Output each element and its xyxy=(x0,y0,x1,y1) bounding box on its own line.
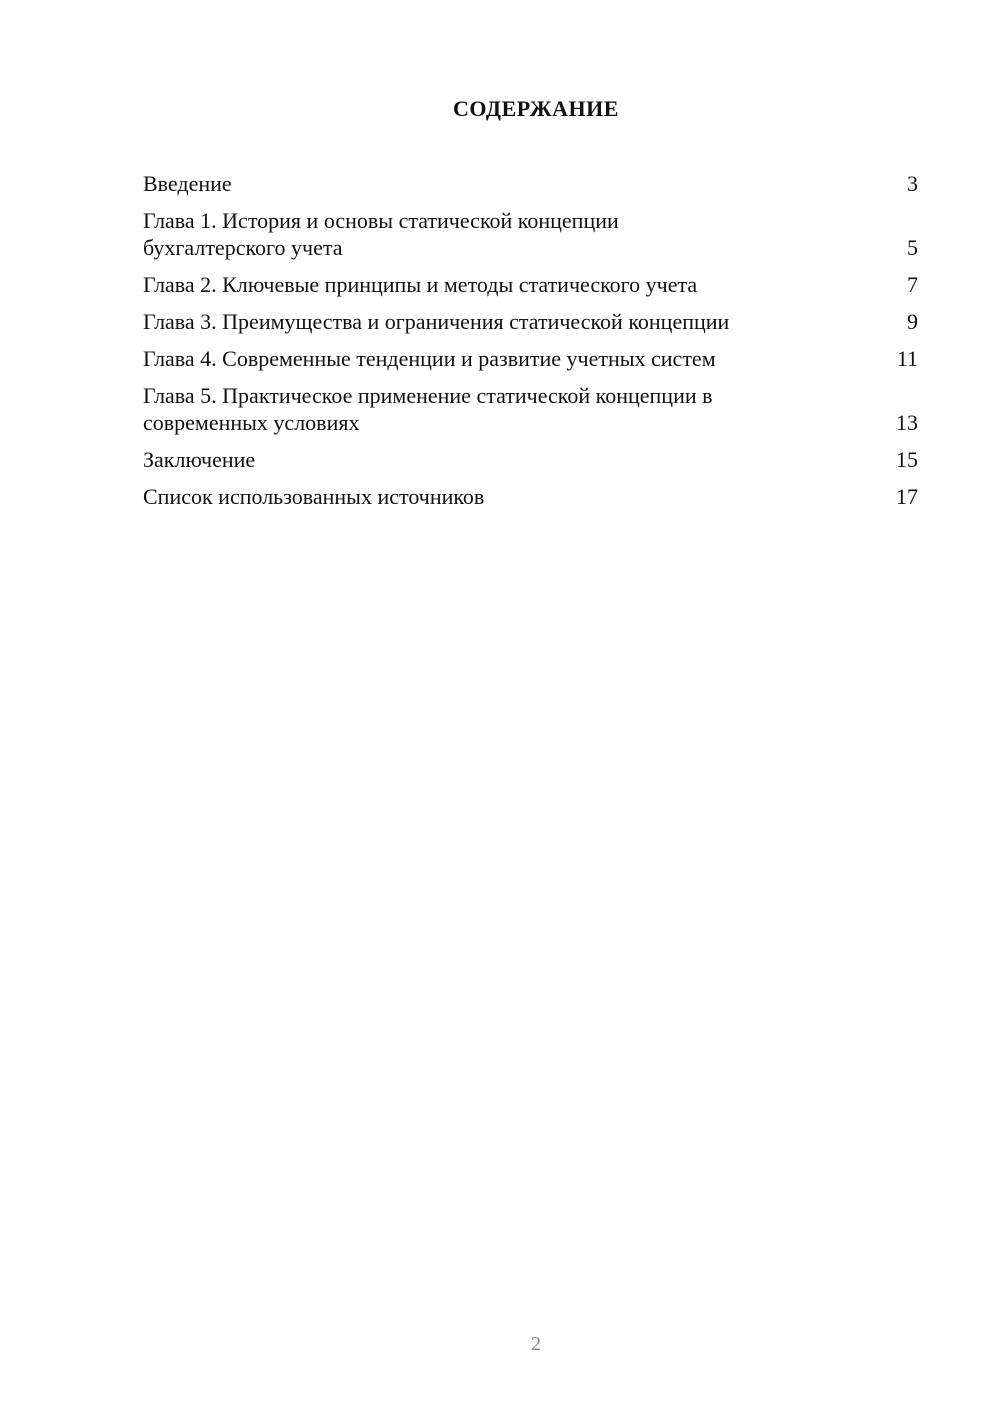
table-of-contents xyxy=(143,170,918,520)
toc-entry-text xyxy=(143,271,888,298)
toc-entry-chapter-2 xyxy=(143,271,918,298)
toc-entry-line: Заключение xyxy=(143,447,256,472)
toc-entry-line: Глава 4. Современные тенденции и развитие учетных систем xyxy=(143,346,716,371)
toc-entry-references xyxy=(143,483,918,510)
toc-entry-page: 7 xyxy=(907,272,918,297)
toc-entry-line: Глава 1. История и основы статической концепции xyxy=(143,208,619,233)
toc-entry-page: 11 xyxy=(896,346,918,371)
toc-entry-text xyxy=(143,382,888,436)
toc-entry-line: Список использованных источников xyxy=(143,484,485,509)
toc-entry-text xyxy=(143,483,888,510)
toc-entry-text xyxy=(143,308,888,335)
toc-entry-text xyxy=(143,170,888,197)
toc-entry-text xyxy=(143,446,888,473)
toc-entry-text xyxy=(143,345,888,372)
page-number: 2 xyxy=(531,1333,541,1355)
toc-entry-chapter-4 xyxy=(143,345,918,372)
toc-entry-line: Глава 3. Преимущества и ограничения статической концепции xyxy=(143,309,730,334)
toc-heading: СОДЕРЖАНИЕ xyxy=(453,96,619,121)
toc-entry-line: Глава 5. Практическое применение статической концепции в xyxy=(143,383,713,408)
toc-entry-text xyxy=(143,207,888,261)
toc-entry-page: 15 xyxy=(896,447,918,472)
toc-entry-conclusion xyxy=(143,446,918,473)
toc-entry-line: Введение xyxy=(143,171,232,196)
toc-entry-page: 13 xyxy=(896,410,918,435)
toc-entry-introduction xyxy=(143,170,918,197)
toc-entry-chapter-1 xyxy=(143,207,918,261)
toc-entry-chapter-3 xyxy=(143,308,918,335)
toc-entry-page: 17 xyxy=(896,484,918,509)
toc-entry-page: 9 xyxy=(907,309,918,334)
toc-entry-page: 3 xyxy=(907,171,918,196)
toc-entry-page: 5 xyxy=(907,235,918,260)
toc-entry-line: бухгалтерского учета xyxy=(143,235,343,260)
toc-entry-line: современных условиях xyxy=(143,410,360,435)
toc-entry-chapter-5 xyxy=(143,382,918,436)
toc-entry-line: Глава 2. Ключевые принципы и методы статического учета xyxy=(143,272,698,297)
